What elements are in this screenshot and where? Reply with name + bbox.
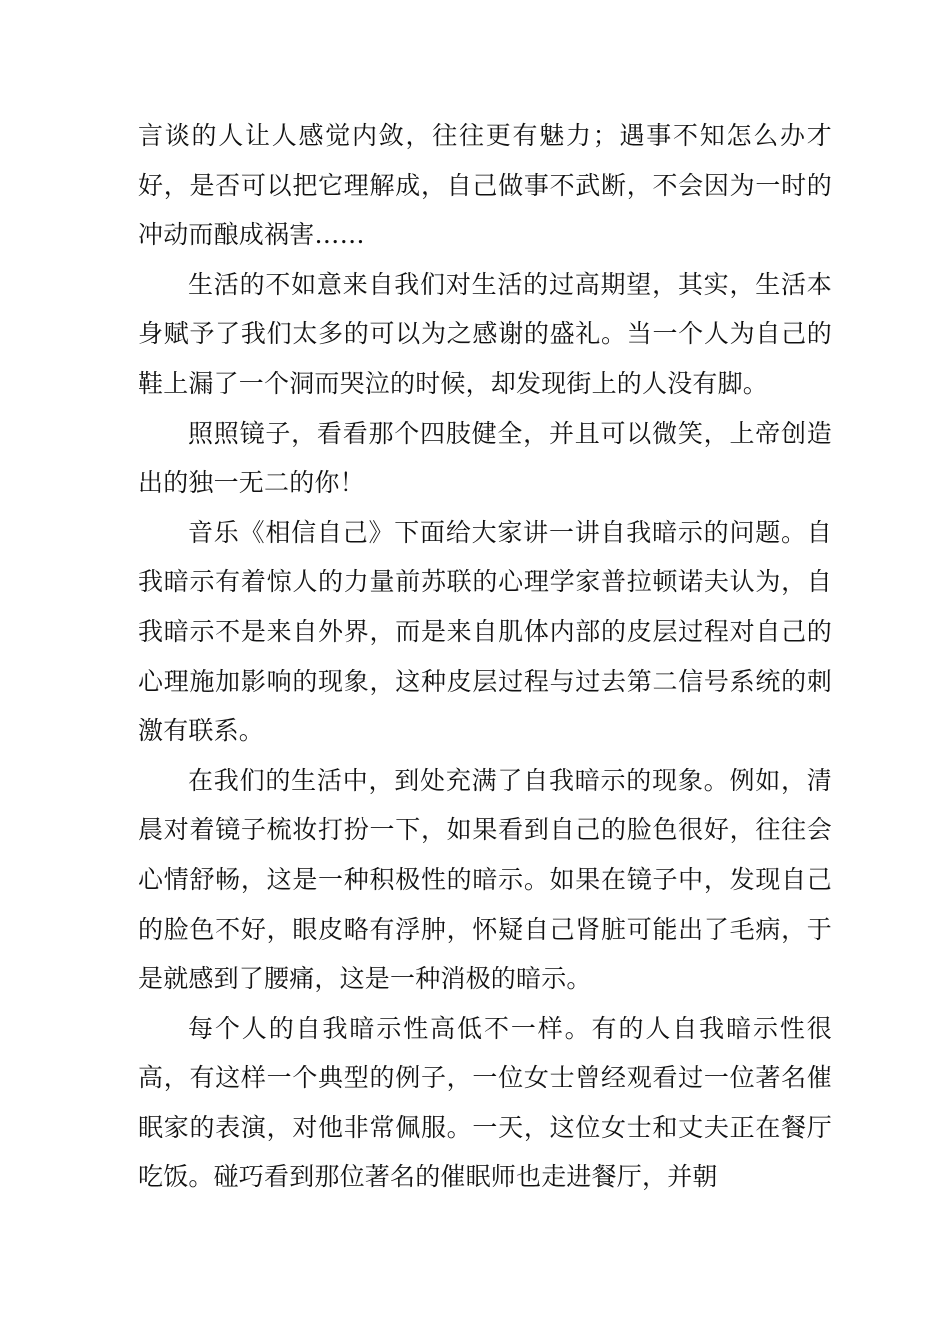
paragraph-suggestibility: 每个人的自我暗示性高低不一样。有的人自我暗示性很高，有这样一个典型的例子，一位女士曾经观看过一位著名催眠家的表演，对他非常佩服。一天，这位女士和丈夫正在餐厅吃饭。碰巧看到那位著名的催眠师也走进餐厅，并朝 xyxy=(138,1013,832,1192)
paragraph-continuation: 言谈的人让人感觉内敛，往往更有魅力；遇事不知怎么办才好，是否可以把它理解成，自己做事不武断，不会因为一时的冲动而酿成祸害…… xyxy=(138,121,832,250)
paragraph-daily-examples: 在我们的生活中，到处充满了自我暗示的现象。例如，清晨对着镜子梳妆打扮一下，如果看到自己的脸色很好，往往会心情舒畅，这是一种积极性的暗示。如果在镜子中，发现自己的脸色不好，眼皮略有浮肿，怀疑自己肾脏可能出了毛病，于是就感到了腰痛，这是一种消极的暗示。 xyxy=(138,765,832,994)
paragraph-self-suggestion-intro: 音乐《相信自己》下面给大家讲一讲自我暗示的问题。自我暗示有着惊人的力量前苏联的心理学家普拉顿诺夫认为，自我暗示不是来自外界，而是来自肌体内部的皮层过程对自己的心理施加影响的现象，这种皮层过程与过去第二信号系统的刺激有联系。 xyxy=(138,517,832,746)
document-body xyxy=(138,111,832,1202)
paragraph-mirror: 照照镜子，看看那个四肢健全，并且可以微笑，上帝创造出的独一无二的你！ xyxy=(138,418,832,498)
paragraph-life-expectations: 生活的不如意来自我们对生活的过高期望，其实，生活本身赋予了我们太多的可以为之感谢的盛礼。当一个人为自己的鞋上漏了一个洞而哭泣的时候，却发现街上的人没有脚。 xyxy=(138,269,832,398)
